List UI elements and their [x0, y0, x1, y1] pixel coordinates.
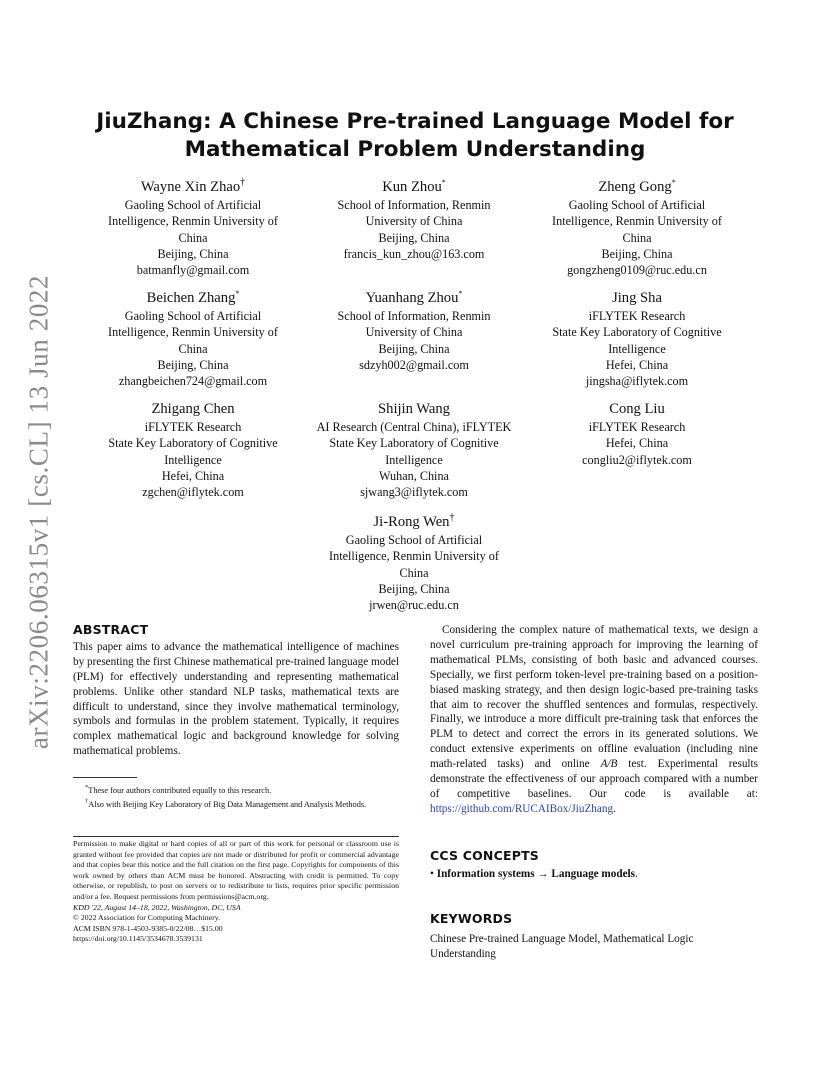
author-affiliation: iFLYTEK Research	[588, 309, 686, 323]
author-location: Beijing, China	[378, 581, 450, 596]
author-block	[293, 400, 535, 500]
author-location: Beijing, China	[157, 357, 229, 372]
author-affiliation: Gaoling School of Artificial	[568, 198, 706, 212]
author-name: Zhigang Chen	[151, 401, 235, 417]
paper-title	[80, 108, 750, 164]
author-affiliation: iFLYTEK Research	[588, 420, 686, 434]
author-location: Wuhan, China	[379, 468, 449, 483]
author-affiliation: Intelligence	[608, 341, 666, 356]
author-name: Shijin Wang	[378, 401, 450, 417]
arxiv-stamp-text: arXiv:2206.06315v1 [cs.CL] 13 Jun 2022	[23, 274, 54, 750]
author-location: Hefei, China	[605, 357, 669, 372]
abstract-continuation	[430, 623, 758, 817]
author-email: zgchen@iflytek.com	[142, 485, 244, 500]
keywords-heading: KEYWORDS	[430, 911, 513, 926]
author-affiliation: Intelligence, Renmin University of	[108, 214, 278, 229]
ccs-heading: CCS CONCEPTS	[430, 848, 539, 863]
author-affiliation: China	[399, 565, 429, 580]
title-line-1: JiuZhang: A Chinese Pre-trained Language Model for	[96, 109, 734, 134]
ab-test-term: A/B	[600, 758, 618, 771]
author-name: Jing Sha	[612, 290, 662, 306]
permission-block	[73, 839, 399, 945]
author-name: Wayne Xin Zhao†	[140, 177, 246, 195]
author-affiliation: China	[622, 230, 652, 245]
author-affiliation: Gaoling School of Artificial	[124, 309, 262, 323]
author-name: Yuanhang Zhou*	[365, 289, 463, 306]
author-affiliation: School of Information, Renmin	[337, 198, 491, 212]
author-block	[78, 400, 308, 500]
abstract-heading: ABSTRACT	[73, 622, 149, 637]
author-email: jingsha@iflytek.com	[585, 374, 689, 389]
author-location: Beijing, China	[601, 246, 673, 261]
author-location: Beijing, China	[378, 341, 450, 356]
author-affiliation: State Key Laboratory of Cognitive	[552, 325, 722, 340]
author-affiliation: China	[178, 230, 208, 245]
ccs-concepts: • Information systems → Language models.	[430, 868, 638, 880]
author-email: batmanfly@gmail.com	[136, 263, 250, 278]
author-affiliation: State Key Laboratory of Cognitive	[108, 436, 278, 451]
footnote-lab: †Also with Beijing Key Laboratory of Big Data Management and Analysis Methods.	[85, 798, 367, 810]
author-email: jrwen@ruc.edu.cn	[369, 598, 459, 613]
author-affiliation: University of China	[365, 325, 463, 340]
author-affiliation: China	[178, 341, 208, 356]
author-block	[522, 289, 752, 389]
author-block	[78, 289, 308, 389]
author-location: Hefei, China	[605, 436, 669, 451]
author-affiliation: University of China	[365, 214, 463, 229]
author-email: sjwang3@iflytek.com	[360, 485, 468, 500]
author-affiliation: Intelligence, Renmin University of	[329, 549, 499, 564]
author-affiliation: School of Information, Renmin	[337, 309, 491, 323]
abstract-text: This paper aims to advance the mathematical intelligence of machines by presenting the first Chinese mathematical pre-trained language model (PLM) for effectively understanding and representing mathematical problems. Unlike other standard NLP tasks, mathematical texts are difficult to understand, since they involve mathematical terminology, symbols and formulas in the problem statement. Typically, it requires complex mathematical logic and background knowledge for solving mathematical problems.	[73, 640, 399, 758]
author-name: Cong Liu	[609, 401, 665, 417]
author-affiliation: AI Research (Central China), iFLYTEK	[316, 420, 512, 434]
author-name: Ji-Rong Wen†	[373, 512, 455, 530]
keywords-text: Chinese Pre-trained Language Model, Mathematical Logic Understanding	[430, 933, 694, 960]
bullet: •	[430, 868, 434, 880]
author-affiliation: State Key Laboratory of Cognitive	[329, 436, 499, 451]
conference-info: KDD '22, August 14–18, 2022, Washington, DC, USA	[73, 902, 241, 912]
permission-divider	[73, 836, 399, 837]
footnote-divider	[73, 777, 137, 778]
author-email: gongzheng0109@ruc.edu.cn	[567, 263, 707, 278]
footnotes	[73, 782, 399, 811]
author-name: Zheng Gong*	[598, 178, 676, 195]
title-line-2: Mathematical Problem Understanding	[184, 137, 646, 162]
author-block	[299, 289, 529, 373]
abstract-paragraph-2: Considering the complex nature of mathematical texts, we design a novel curriculum pre-training approach for improving the learning of mathematical PLMs, consisting of both basic and advanced courses. Specially, we first perform token-level pre-training based on a position-biased masking strategy, and then design logic-based pre-training tasks that aim to recover the shuffled sentences and formulas, respectively. Finally, we introduce a more difficult pre-training task that enforces the PLM to detect and correct the errors in its generated solutions. We conduct extensive experiments on offline evaluation (including nine math-related tasks) and online A/B test. Experimental results demonstrate the effectiveness of our approach compared with a number of competitive baselines. Our code is available at: https://github.com/RUCAIBox/JiuZhang.	[430, 624, 759, 815]
copyright-line: © 2022 Association for Computing Machinery.	[73, 913, 221, 923]
author-email: sdzyh002@gmail.com	[359, 357, 469, 372]
isbn-line: ACM ISBN 978-1-4503-9385-0/22/08…$15.00	[73, 923, 223, 933]
footnote-equal: *These four authors contributed equally to this research.	[85, 784, 272, 795]
author-email: francis_kun_zhou@163.com	[343, 246, 485, 261]
doi-link[interactable]: https://doi.org/10.1145/3534678.3539131	[73, 934, 203, 944]
author-affiliation: Intelligence, Renmin University of	[552, 214, 722, 229]
author-location: Beijing, China	[378, 230, 450, 245]
author-email: congliu2@iflytek.com	[582, 452, 692, 467]
author-affiliation: Gaoling School of Artificial	[345, 533, 483, 547]
author-name: Kun Zhou*	[382, 178, 446, 195]
ccs-item: Information systems → Language models	[436, 868, 635, 880]
abstract-section	[73, 623, 399, 759]
author-email: zhangbeichen724@gmail.com	[118, 374, 268, 389]
author-location: Beijing, China	[157, 246, 229, 261]
author-affiliation: Intelligence	[164, 452, 222, 467]
author-block	[299, 513, 529, 613]
author-location: Hefei, China	[161, 468, 225, 483]
author-block	[299, 178, 529, 262]
permission-text: Permission to make digital or hard copies of all or part of this work for personal or classroom use is granted without fee provided that copies are not made or distributed for profit or commercial advantage and that copies bear this notice and the full citation on the first page. Copyrights for components of this work owned by others than ACM must be honored. Abstracting with credit is permitted. To copy otherwise, or republish, to post on servers or to redistribute to lists, requires prior specific permission and/or a fee. Request permissions from permissions@acm.org.	[73, 839, 399, 901]
author-block	[522, 400, 752, 468]
author-name: Beichen Zhang*	[146, 289, 240, 306]
author-block	[78, 178, 308, 278]
author-affiliation: iFLYTEK Research	[144, 420, 242, 434]
code-link[interactable]: https://github.com/RUCAIBox/JiuZhang	[430, 802, 614, 815]
arxiv-stamp	[19, 274, 59, 750]
author-affiliation: Gaoling School of Artificial	[124, 198, 262, 212]
author-block	[522, 178, 752, 278]
author-affiliation: Intelligence, Renmin University of	[108, 325, 278, 340]
author-affiliation: Intelligence	[385, 452, 443, 467]
